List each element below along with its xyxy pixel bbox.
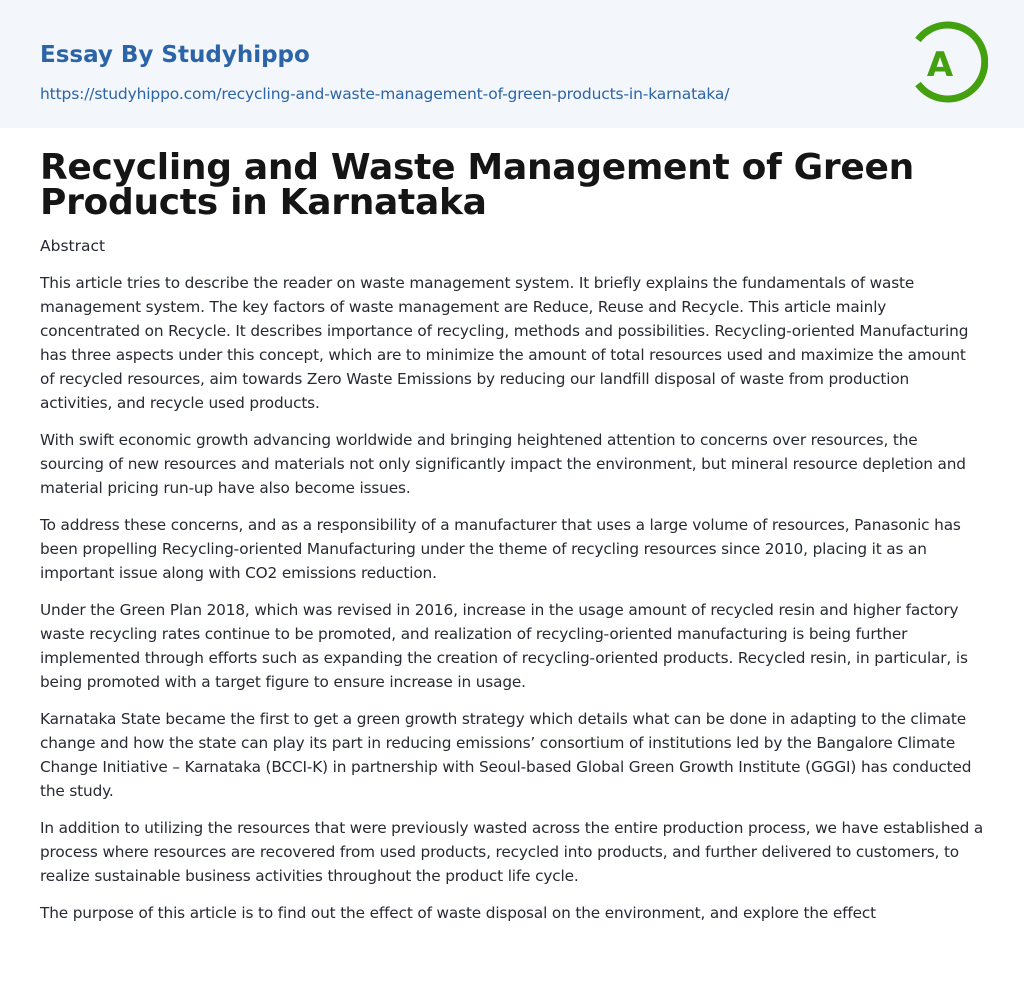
- article-body: [0, 147, 1024, 925]
- brand-title[interactable]: Essay By Studyhippo: [40, 42, 310, 68]
- paragraph: Karnataka State became the first to get a green growth strategy which details what can be done in adapting to the climate change and how the state can play its part in reducing emissions’ consortium of institutions led by the Bangalore Climate Change Initiative – Karnataka (BCCI-K) in partnership with Seoul-based Global Green Growth Institute (GGGI) has conducted the study.: [40, 710, 972, 800]
- paragraph: This article tries to describe the reader on waste management system. It briefly explains the fundamentals of waste management system. The key factors of waste management are Reduce, Reuse and Recycle. This article mainly concentrated on Recycle. It describes importance of recycling, methods and possibilities. Recycling-oriented Manufacturing has three aspects under this concept, which are to minimize the amount of total resources used and maximize the amount of recycled resources, aim towards Zero Waste Emissions by reducing our landfill disposal of waste from production activities, and recycle used products.: [40, 274, 969, 412]
- studyhippo-a-logo-icon[interactable]: [908, 18, 988, 106]
- paragraph: With swift economic growth advancing worldwide and bringing heightened attention to concerns over resources, the sourcing of new resources and materials not only significantly impact the environment, but mineral resource depletion and material pricing run-up have also become issues.: [40, 431, 966, 497]
- paragraph: The purpose of this article is to find out the effect of waste disposal on the environment, and explore the effect: [40, 904, 876, 922]
- logo-letter: A: [926, 45, 954, 85]
- source-url-link[interactable]: https://studyhippo.com/recycling-and-waste-management-of-green-products-in-karnataka/: [40, 85, 730, 103]
- paragraph: Under the Green Plan 2018, which was revised in 2016, increase in the usage amount of recycled resin and higher factory waste recycling rates continue to be promoted, and realization of recycling-oriented manufacturing is being further implemented through efforts such as expanding the creation of recycling-oriented products. Recycled resin, in particular, is being promoted with a target figure to ensure increase in usage.: [40, 601, 968, 691]
- paragraph: In addition to utilizing the resources that were previously wasted across the entire production process, we have established a process where resources are recovered from used products, recycled into products, and further delivered to customers, to realize sustainable business activities throughout the product life cycle.: [40, 819, 984, 885]
- site-header: [0, 0, 1024, 128]
- page-title: Recycling and Waste Management of Green Products in Karnataka: [40, 147, 914, 223]
- paragraph: To address these concerns, and as a responsibility of a manufacturer that uses a large volume of resources, Panasonic has been propelling Recycling-oriented Manufacturing under the theme of recycling resources since 2010, placing it as an important issue along with CO2 emissions reduction.: [40, 516, 961, 582]
- section-label-abstract: Abstract: [40, 237, 106, 255]
